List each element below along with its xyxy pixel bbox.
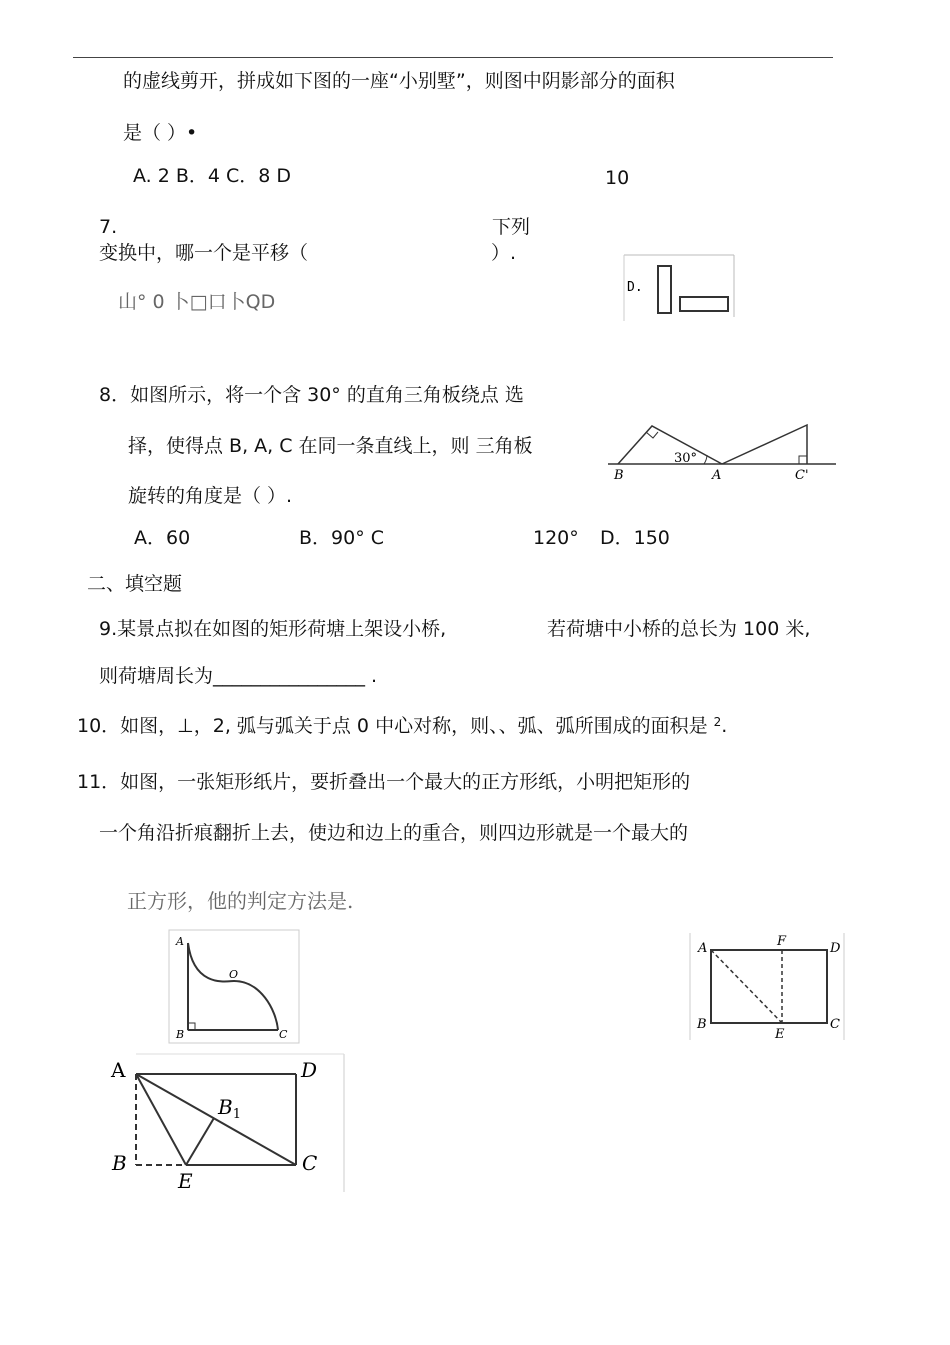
tall-rectangle	[658, 266, 671, 313]
q6-option-d-value: 10	[605, 167, 630, 189]
q7-stem-end: ）.	[491, 242, 517, 264]
q11-line3: 正方形，他的判定方法是.	[127, 889, 354, 913]
header-rule	[73, 57, 833, 58]
q8-option-d: D．150	[600, 527, 670, 549]
rectangle-abcd	[711, 950, 827, 1023]
fold-label-b1: $B_1$	[218, 1095, 241, 1122]
q8-option-c: 120°	[533, 527, 579, 549]
fold-label-d: D	[301, 1058, 318, 1082]
q9-right: 若荷塘中小桥的总长为 100 米,	[547, 618, 811, 640]
q11-line2: 一个角沿折痕翻折上去，使边和边上的重合，则四边形就是一个最大的	[99, 822, 689, 844]
q6-stem-line2: 是（ ）•	[123, 122, 198, 144]
q8-option-a: A．60	[134, 527, 191, 549]
folded-rectangle-figure	[108, 1052, 348, 1194]
triangle-right	[722, 425, 807, 464]
fold-label-a: A	[111, 1058, 126, 1082]
rect-label-e: E	[775, 1027, 785, 1042]
q8-stem-line1: 8．如图所示，将一个含 30° 的直角三角板绕点 选	[99, 384, 524, 406]
fold-label-e: E	[178, 1169, 193, 1193]
arc-label-b: B	[176, 1028, 185, 1041]
label-b: B	[614, 468, 624, 483]
label-c-prime: C'	[795, 468, 809, 483]
s-curve	[188, 943, 278, 1030]
rect-label-f: F	[777, 934, 787, 949]
q6-options: A. 2 B．4 C．8 D	[133, 165, 292, 187]
segment-eb1	[186, 1118, 214, 1165]
q8-stem-line2: 择，使得点 B, A, C 在同一条直线上，则 三角板	[128, 435, 533, 457]
rectangle-fold-figure	[689, 932, 846, 1042]
q8-option-b: B．90° C	[299, 527, 385, 549]
arc-label-a: A	[176, 935, 184, 948]
arc-figure	[168, 929, 300, 1044]
wide-rectangle	[680, 297, 728, 311]
q10-text: 10．如图，⊥，2, 弧与弧关于点 0 中心对称，则、、弧、弧所围成的面积是 $^2$.	[77, 715, 728, 737]
angle-label: 30°	[674, 451, 698, 466]
q6-stem-line1: 的虚线剪开，拼成如下图的一座“小别墅”，则图中阴影部分的面积	[123, 70, 675, 92]
q7-number: 7.	[99, 216, 118, 238]
q7-right-word: 下列	[492, 216, 531, 238]
rect-label-b: B	[697, 1017, 707, 1032]
section-title: 二、填空题	[87, 573, 183, 595]
fold-label-b: B	[112, 1151, 127, 1175]
q7-figure-d	[620, 253, 740, 325]
q11-line1: 11．如图，一张矩形纸片，要折叠出一个最大的正方形纸，小明把矩形的	[77, 771, 691, 793]
arc-label-c: C	[279, 1028, 288, 1041]
fold-label-c: C	[302, 1151, 318, 1175]
q7-stem: 变换中，哪一个是平移（	[99, 242, 309, 264]
q8-triangle-figure	[606, 418, 838, 484]
dashed-ae	[711, 950, 782, 1023]
rect-label-a: A	[698, 941, 708, 956]
q7-figure-label: D.	[627, 280, 643, 295]
rect-label-c: C	[830, 1017, 840, 1032]
q7-garbled-options: 山° 0 卜□口卜QD	[118, 291, 276, 313]
label-a: A	[712, 468, 722, 483]
arc-label-o: O	[229, 968, 239, 981]
q8-stem-line3: 旋转的角度是（ ）.	[128, 485, 293, 507]
rect-label-d: D	[830, 941, 841, 956]
q9-left: 9.某景点拟在如图的矩形荷塘上架设小桥,	[99, 618, 447, 640]
q9-line2: 则荷塘周长为________________ .	[99, 665, 378, 687]
